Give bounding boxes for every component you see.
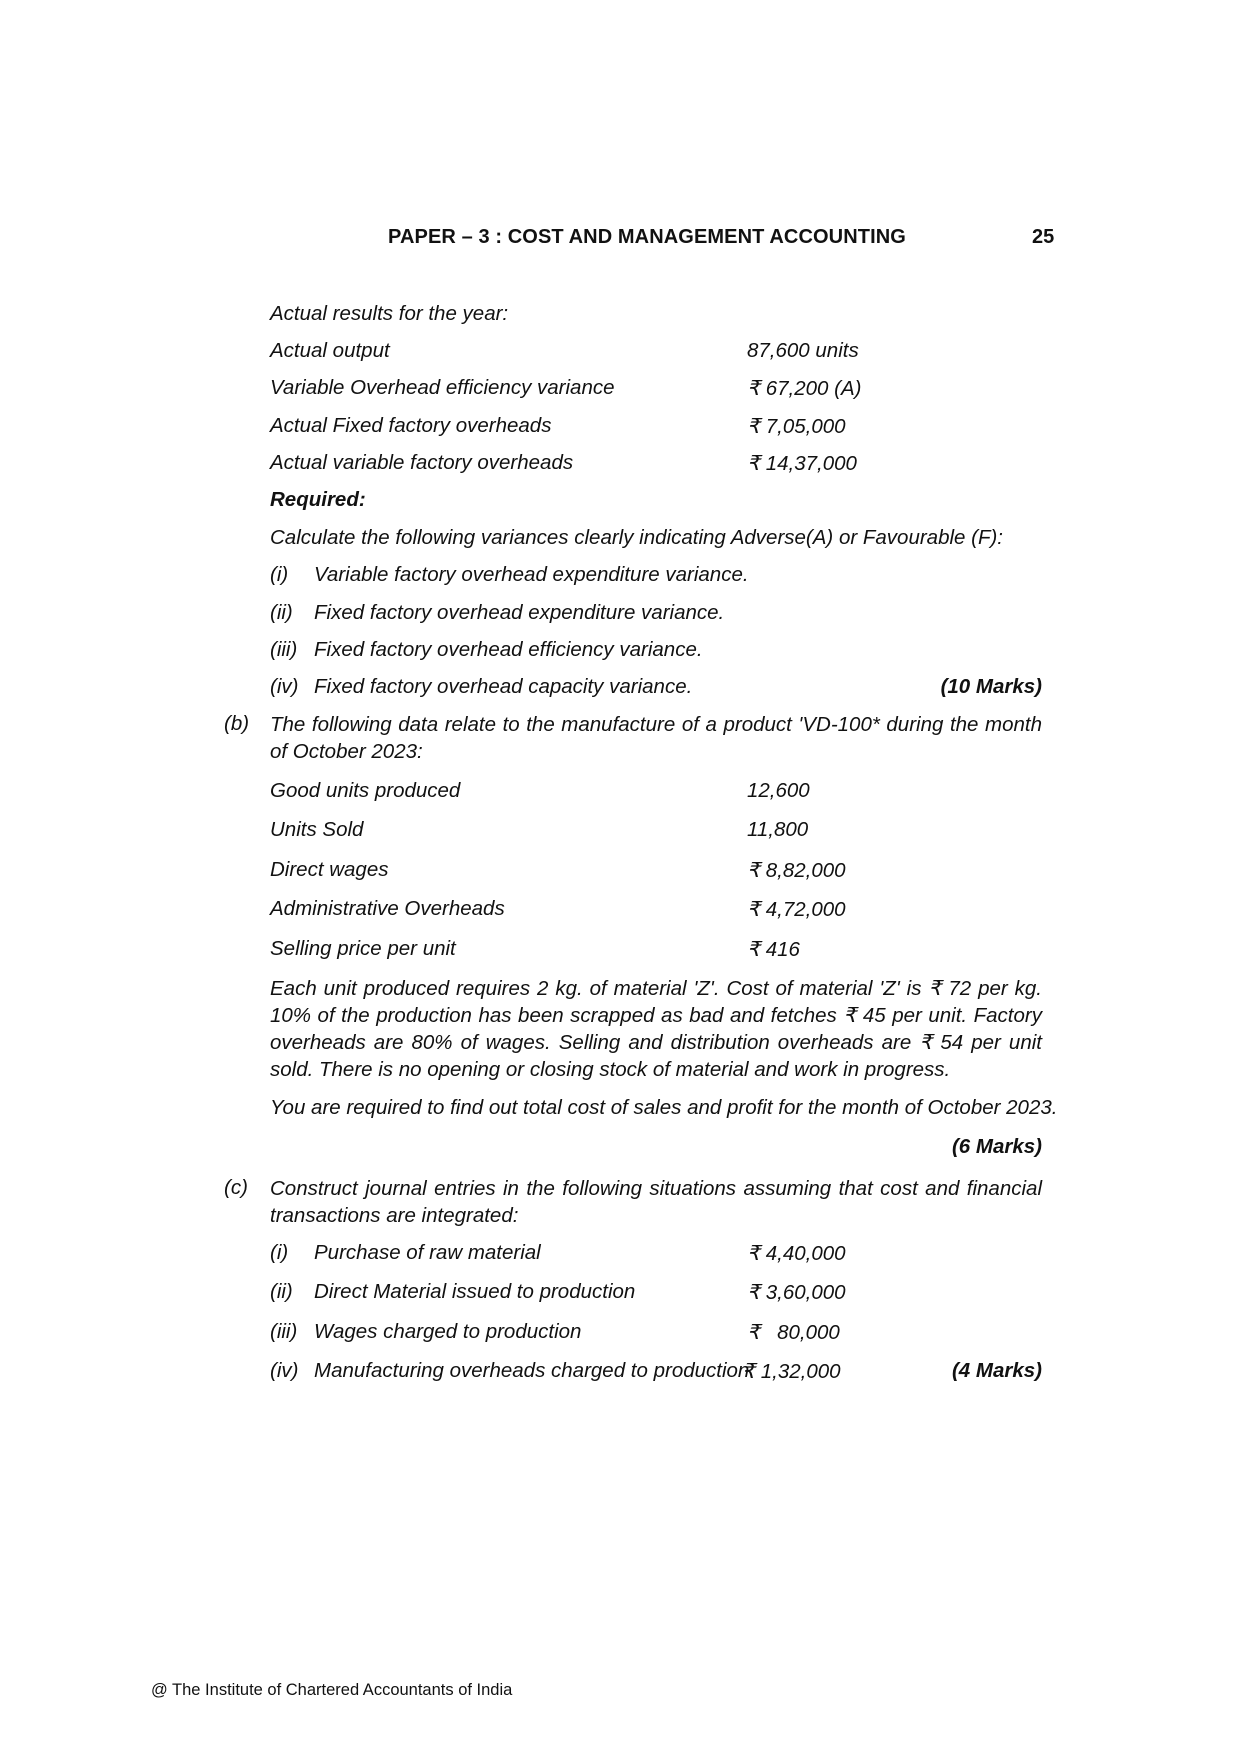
item-value: ₹ 80,000 xyxy=(747,1321,840,1344)
row-label: Good units produced xyxy=(270,779,461,802)
row-label: Administrative Overheads xyxy=(270,897,505,920)
marks-label: (10 Marks) xyxy=(940,675,1042,698)
section-intro: The following data relate to the manufacture of a product 'VD-100* during the month of October 2023: xyxy=(270,713,1042,763)
page-title: PAPER – 3 : COST AND MANAGEMENT ACCOUNTING xyxy=(388,226,906,248)
item-text: Variable factory overhead expenditure variance. xyxy=(314,563,749,586)
item-text: Manufacturing overheads charged to production xyxy=(314,1359,750,1382)
row-value: ₹ 4,72,000 xyxy=(747,898,846,921)
item-value: ₹ 1,32,000 xyxy=(742,1360,841,1383)
row-value: ₹ 8,82,000 xyxy=(747,859,846,882)
row-value: ₹ 67,200 (A) xyxy=(747,377,862,400)
section-intro: Construct journal entries in the following situations assuming that cost and financial transactions are integrated: xyxy=(270,1177,1042,1227)
item-text: Fixed factory overhead efficiency variance. xyxy=(314,638,703,661)
row-value: 87,600 units xyxy=(747,339,859,362)
instruction-text: Calculate the following variances clearly indicating Adverse(A) or Favourable (F): xyxy=(270,526,1004,549)
item-text: Fixed factory overhead capacity variance. xyxy=(314,675,693,698)
actual-results-intro: Actual results for the year: xyxy=(270,302,509,325)
requirement-text: You are required to find out total cost of sales and profit for the month of October 2023. xyxy=(270,1096,1058,1119)
row-value: 11,800 xyxy=(747,818,809,841)
item-text: Direct Material issued to production xyxy=(314,1280,636,1303)
row-value: ₹ 7,05,000 xyxy=(747,415,846,438)
item-number: (iii) xyxy=(270,638,298,661)
item-number: (iv) xyxy=(270,675,299,698)
item-text: Purchase of raw material xyxy=(314,1241,541,1264)
item-number: (ii) xyxy=(270,601,293,624)
item-number: (iii) xyxy=(270,1320,298,1343)
section-label: (c) xyxy=(224,1176,248,1199)
marks-label: (6 Marks) xyxy=(951,1135,1042,1158)
marks-label: (4 Marks) xyxy=(951,1359,1042,1382)
row-value: 12,600 xyxy=(747,779,810,802)
section-paragraph: Each unit produced requires 2 kg. of material 'Z'. Cost of material 'Z' is ₹ 72 per kg. 10% of the production has been scrapped as bad and fetches ₹ 45 per unit. Factory overheads are 80% of wages. Selling and distribution overheads are ₹ 54 per unit sold. There is no opening or closing stock of material and work in progress. xyxy=(270,977,1042,1081)
page-number: 25 xyxy=(1032,226,1055,248)
item-number: (ii) xyxy=(270,1280,293,1303)
section-label: (b) xyxy=(224,712,250,735)
row-label: Selling price per unit xyxy=(270,937,456,960)
page-footer: @ The Institute of Chartered Accountants of India xyxy=(151,1681,513,1699)
item-value: ₹ 4,40,000 xyxy=(747,1242,846,1265)
row-label: Actual output xyxy=(270,339,390,362)
item-number: (i) xyxy=(270,563,289,586)
row-label: Actual variable factory overheads xyxy=(270,451,574,474)
row-label: Units Sold xyxy=(270,818,364,841)
item-text: Wages charged to production xyxy=(314,1320,582,1343)
row-label: Direct wages xyxy=(270,858,389,881)
item-number: (iv) xyxy=(270,1359,299,1382)
row-label: Variable Overhead efficiency variance xyxy=(270,376,615,399)
item-number: (i) xyxy=(270,1241,289,1264)
required-heading: Required: xyxy=(270,488,366,511)
item-value: ₹ 3,60,000 xyxy=(747,1281,846,1304)
item-text: Fixed factory overhead expenditure variance. xyxy=(314,601,725,624)
row-value: ₹ 416 xyxy=(747,938,800,961)
row-label: Actual Fixed factory overheads xyxy=(270,414,552,437)
row-value: ₹ 14,37,000 xyxy=(747,452,857,475)
